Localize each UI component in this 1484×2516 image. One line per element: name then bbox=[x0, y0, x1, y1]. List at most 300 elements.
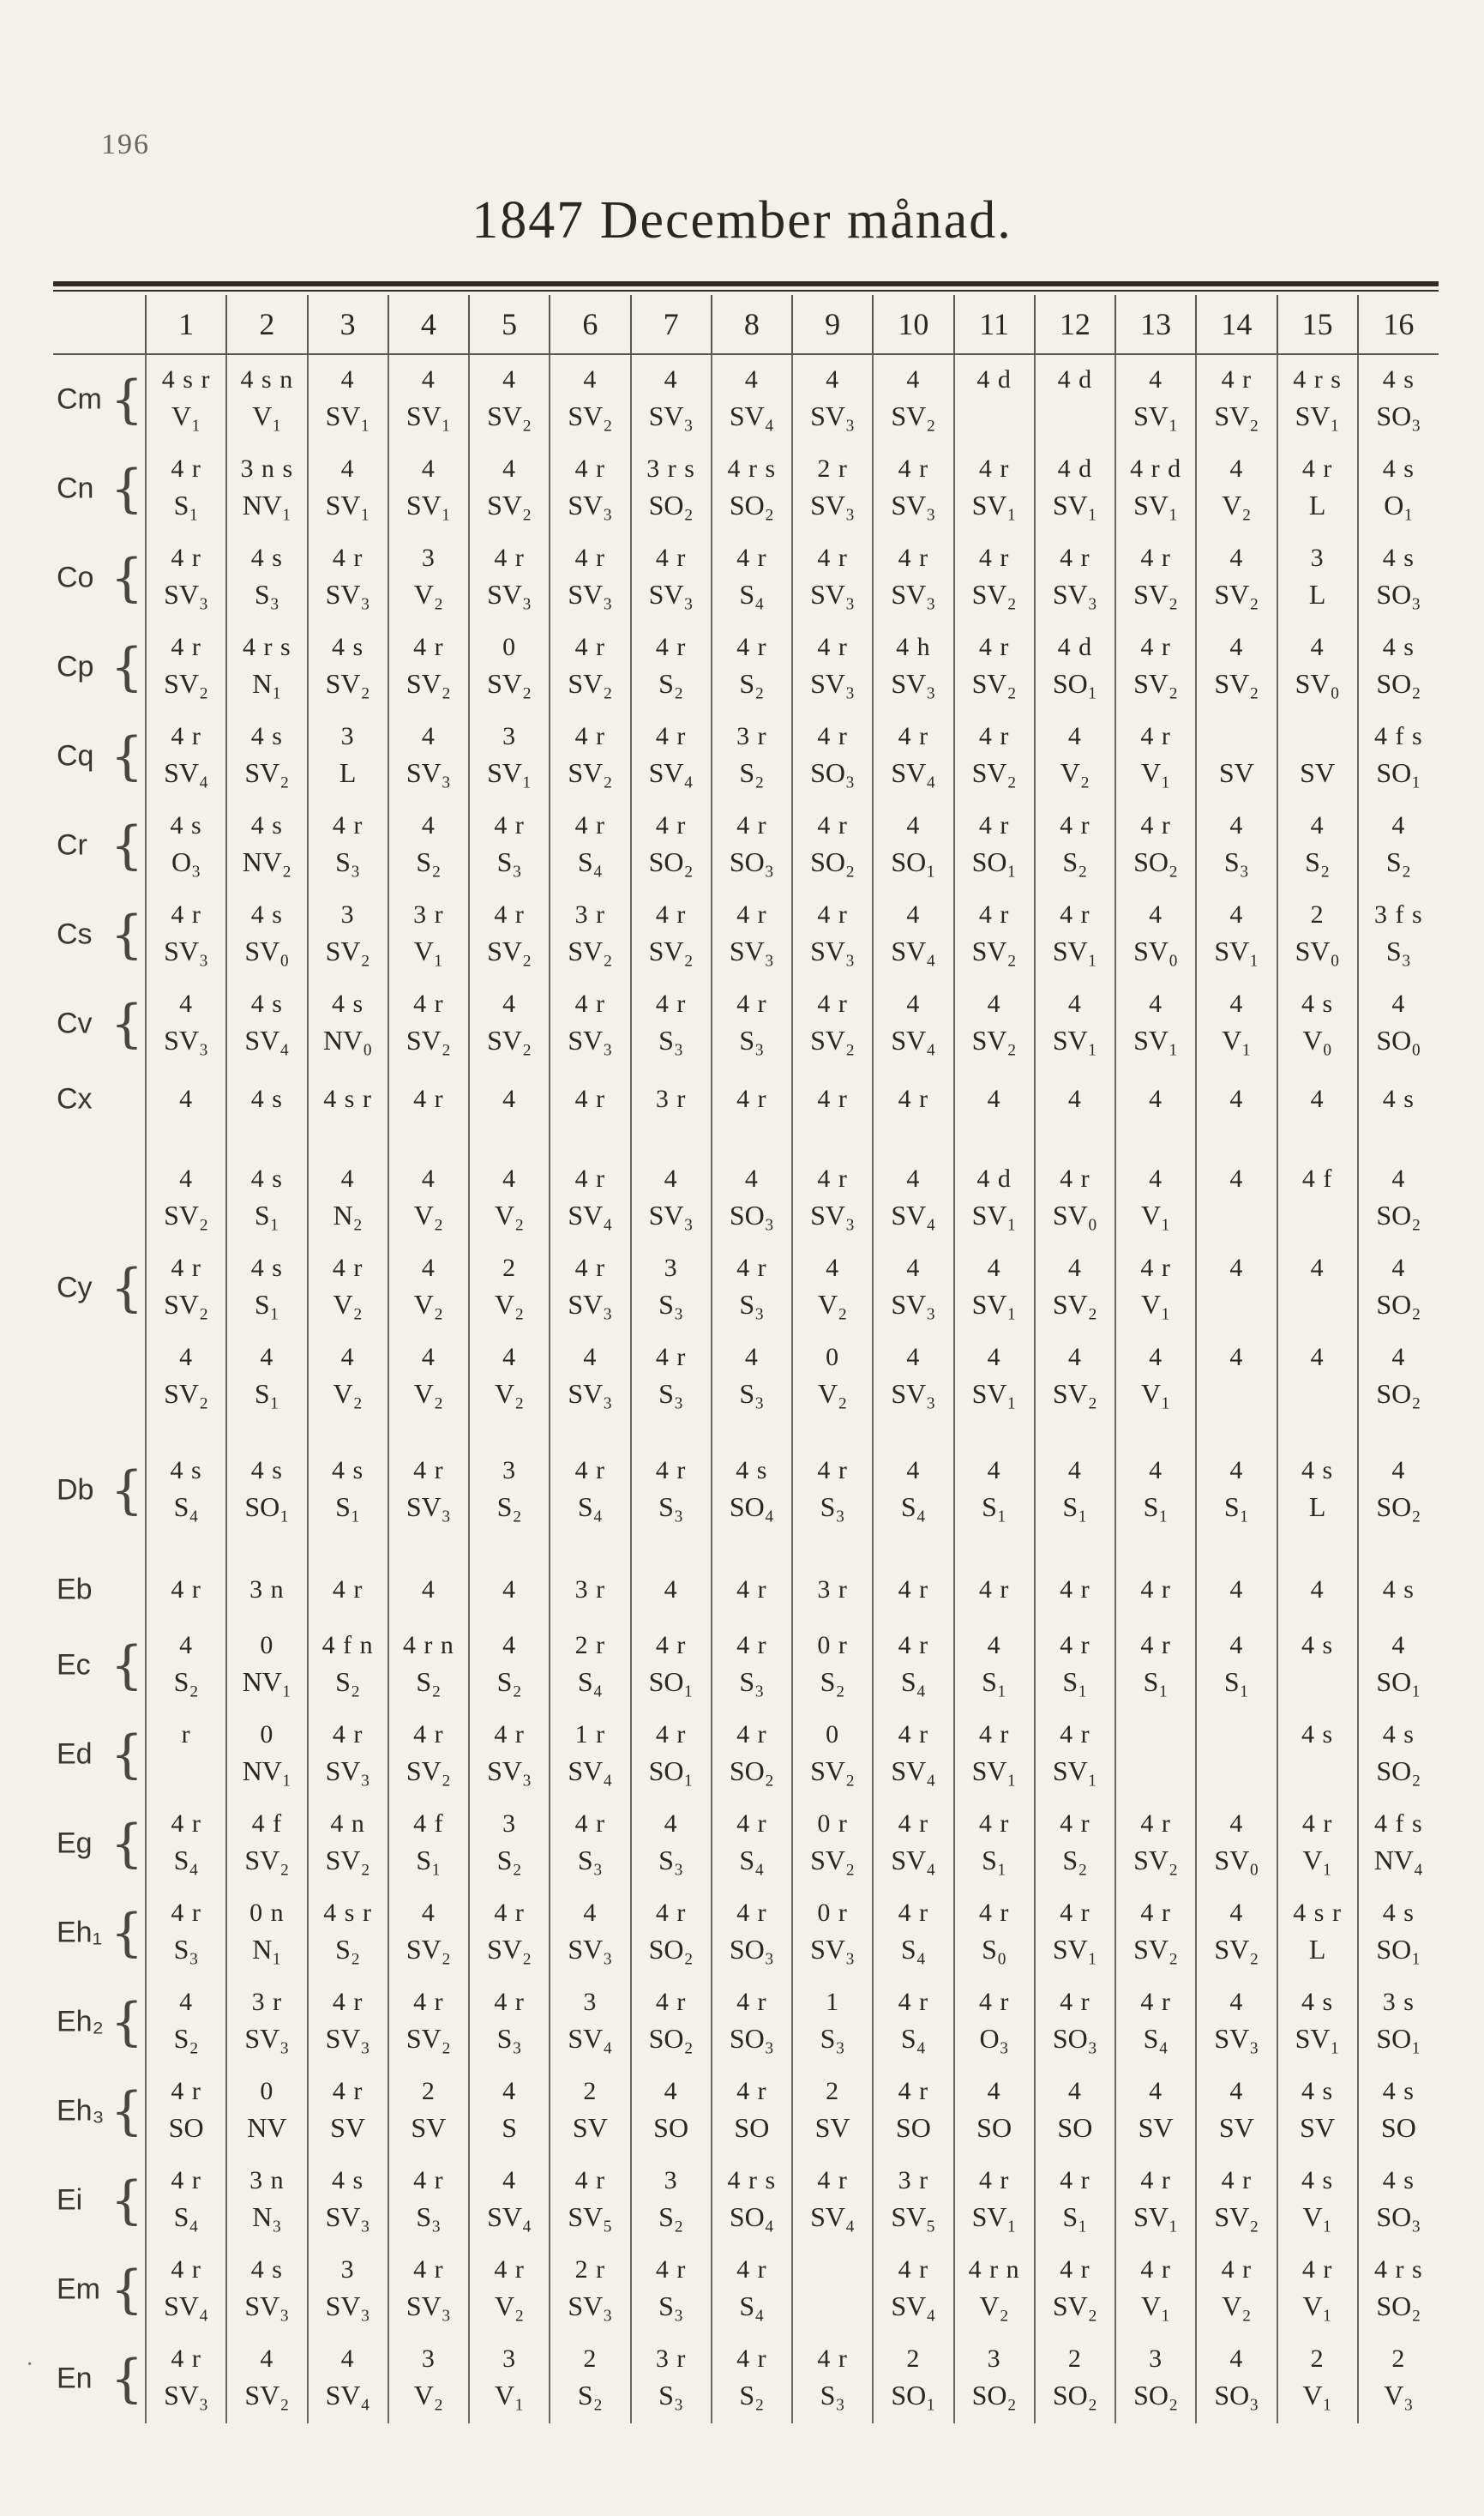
observation-cell bbox=[1196, 1154, 1277, 1243]
cell-content bbox=[147, 1559, 225, 1621]
observation-cell bbox=[146, 1068, 226, 1130]
cell-content bbox=[1036, 2067, 1115, 2156]
cell-content bbox=[1359, 2067, 1439, 2156]
observation-cell bbox=[712, 2245, 792, 2334]
observation-cell bbox=[954, 1333, 1035, 1422]
wind-direction: O₃ bbox=[979, 2023, 1009, 2054]
observation-cell bbox=[469, 1333, 550, 1422]
cell-content bbox=[550, 1710, 629, 1799]
spacer-cell bbox=[1115, 1422, 1196, 1446]
cloud-amount: 4 s bbox=[332, 2166, 364, 2194]
wind-direction: SV₂ bbox=[1214, 668, 1259, 699]
spacer-cell bbox=[308, 1422, 388, 1446]
cloud-amount: 4 r bbox=[171, 2255, 201, 2284]
cell-content bbox=[1197, 444, 1276, 533]
cloud-amount: 3 n bbox=[249, 2166, 285, 2194]
cloud-amount: 4 r bbox=[171, 1575, 201, 1604]
cell-content bbox=[1036, 1333, 1115, 1422]
observation-cell bbox=[226, 2245, 307, 2334]
cloud-amount: 4 bbox=[987, 1631, 1001, 1659]
cell-content bbox=[1197, 1977, 1276, 2067]
wind-direction: S₂ bbox=[1062, 1845, 1088, 1875]
wind-direction: V₂ bbox=[333, 1378, 363, 1409]
observation-cell bbox=[469, 979, 550, 1068]
wind-direction: SO₃ bbox=[810, 757, 856, 788]
cloud-amount: 4 r bbox=[736, 1254, 767, 1282]
observation-cell bbox=[226, 1621, 307, 1710]
cell-content bbox=[632, 1446, 711, 1535]
cloud-amount: 4 bbox=[906, 1343, 921, 1371]
cell-content bbox=[1278, 355, 1357, 444]
cell-content bbox=[955, 2245, 1034, 2334]
wind-direction: SV₂ bbox=[810, 1755, 856, 1786]
observation-cell bbox=[1358, 1799, 1439, 1888]
spacer-cell bbox=[308, 1535, 388, 1559]
observation-cell bbox=[873, 1243, 953, 1333]
cell-content bbox=[227, 979, 306, 1068]
observation-cell bbox=[873, 2334, 953, 2423]
observation-cell bbox=[550, 623, 630, 712]
wind-direction: SO₃ bbox=[729, 846, 774, 877]
wind-direction: SV₄ bbox=[729, 400, 774, 431]
wind-direction: SV₃ bbox=[164, 579, 209, 610]
cell-content bbox=[712, 712, 791, 801]
cloud-amount: 4 r bbox=[655, 811, 687, 840]
wind-direction: SO₂ bbox=[729, 490, 774, 521]
wind-direction: S₄ bbox=[577, 1491, 603, 1522]
wind-direction: S₃ bbox=[658, 1289, 684, 1320]
observation-cell bbox=[712, 354, 792, 444]
wind-direction: NV₁ bbox=[242, 1666, 292, 1697]
cell-content bbox=[389, 2334, 468, 2423]
cell-content bbox=[1036, 1888, 1115, 1977]
cell-content bbox=[1359, 979, 1439, 1068]
wind-direction: SV₃ bbox=[325, 1755, 370, 1786]
cell-content bbox=[955, 1799, 1034, 1888]
brace-mark: { bbox=[110, 2349, 143, 2409]
observation-cell bbox=[792, 1977, 873, 2067]
cell-content bbox=[147, 1621, 225, 1710]
brace-mark: { bbox=[110, 1903, 143, 1963]
cloud-amount: 4 bbox=[664, 1165, 678, 1193]
cell-content bbox=[712, 1799, 791, 1888]
cell-content bbox=[1359, 1559, 1439, 1621]
cell-content bbox=[874, 1559, 952, 1621]
observation-cell bbox=[1358, 1621, 1439, 1710]
row-label-cell bbox=[53, 2067, 146, 2156]
observation-cell bbox=[1196, 979, 1277, 1068]
spacer-cell bbox=[1358, 1130, 1439, 1154]
cell-content bbox=[1359, 2334, 1439, 2423]
row-label: Cm bbox=[57, 382, 102, 416]
wind-direction: SO₁ bbox=[891, 2380, 936, 2411]
cell-content bbox=[550, 1621, 629, 1710]
cell-content bbox=[227, 2334, 306, 2423]
cloud-amount: 3 bbox=[340, 900, 355, 929]
cell-content bbox=[1359, 1710, 1439, 1799]
spacer-cell bbox=[712, 1535, 792, 1559]
cloud-amount: 4 r bbox=[817, 1085, 848, 1113]
wind-direction: SV bbox=[1300, 757, 1336, 788]
cloud-amount: 4 r bbox=[736, 1720, 767, 1749]
cloud-amount: 2 bbox=[1391, 2344, 1406, 2373]
cell-content bbox=[309, 1977, 388, 2067]
wind-direction: SO bbox=[653, 2112, 689, 2143]
cell-content bbox=[632, 2334, 711, 2423]
observation-cell bbox=[1115, 712, 1196, 801]
cell-content bbox=[389, 1333, 468, 1422]
observation-cell bbox=[469, 1710, 550, 1799]
wind-direction: V₁ bbox=[1140, 1200, 1171, 1231]
cloud-amount: 4 bbox=[826, 1254, 840, 1282]
cloud-amount: 0 bbox=[260, 1720, 274, 1749]
observation-cell bbox=[146, 890, 226, 979]
observation-cell bbox=[873, 2245, 953, 2334]
cloud-amount: 4 s bbox=[1382, 633, 1415, 661]
cloud-amount: 4 bbox=[1391, 990, 1406, 1018]
cell-content bbox=[793, 979, 872, 1068]
observation-cell bbox=[792, 1333, 873, 1422]
cloud-amount: 4 bbox=[1310, 633, 1325, 661]
wind-direction: SV₂ bbox=[1133, 668, 1179, 699]
cloud-amount: 4 s bbox=[1382, 1575, 1415, 1604]
cloud-amount: 4 s bbox=[1382, 454, 1415, 483]
row-label-cell bbox=[53, 1888, 146, 1977]
cell-content bbox=[227, 1710, 306, 1799]
cell-content bbox=[389, 1888, 468, 1977]
cloud-amount: 3 r bbox=[655, 1085, 687, 1113]
cloud-amount: 4 s bbox=[332, 990, 364, 1018]
cloud-amount: 4 bbox=[1391, 1165, 1406, 1193]
table-row bbox=[53, 2334, 1439, 2423]
cloud-amount: r bbox=[181, 1720, 191, 1749]
wind-direction: SO₄ bbox=[729, 1491, 774, 1522]
cloud-amount: 4 bbox=[826, 365, 840, 394]
cloud-amount: 2 bbox=[583, 2344, 598, 2373]
cloud-amount: 4 r bbox=[817, 633, 848, 661]
wind-direction: V₂ bbox=[1222, 2290, 1252, 2321]
cloud-amount: 4 bbox=[340, 1343, 355, 1371]
cloud-amount: 4 r s bbox=[727, 454, 777, 483]
cloud-amount: 4 bbox=[744, 1165, 759, 1193]
wind-direction: SO₁ bbox=[971, 846, 1017, 877]
cell-content bbox=[147, 2245, 225, 2334]
cloud-amount: 4 r bbox=[1060, 900, 1090, 929]
observation-cell bbox=[550, 2334, 630, 2423]
cell-content bbox=[1036, 2156, 1115, 2245]
cloud-amount: 4 r bbox=[332, 1720, 363, 1749]
cell-content bbox=[147, 1154, 225, 1243]
cell-content bbox=[1359, 890, 1439, 979]
observation-cell bbox=[308, 801, 388, 890]
observation-cell bbox=[873, 1621, 953, 1710]
wind-direction: SV₃ bbox=[648, 1200, 694, 1231]
cloud-amount: 3 n bbox=[249, 1575, 285, 1604]
observation-table bbox=[53, 295, 1439, 2423]
spacer-cell bbox=[1196, 1130, 1277, 1154]
day-header: 4 bbox=[388, 295, 469, 354]
wind-direction: V₁ bbox=[1302, 2380, 1332, 2411]
cloud-amount: 4 r bbox=[1301, 1809, 1333, 1838]
wind-direction: V₁ bbox=[171, 400, 201, 431]
cloud-amount: 4 r bbox=[655, 1631, 687, 1659]
wind-direction: SO₁ bbox=[1052, 668, 1097, 699]
wind-direction: SO₁ bbox=[244, 1491, 290, 1522]
wind-direction: S bbox=[502, 2112, 518, 2143]
spacer-cell bbox=[146, 1535, 226, 1559]
wind-direction: SV₂ bbox=[487, 490, 532, 521]
observation-cell bbox=[1358, 533, 1439, 623]
observation-cell bbox=[469, 712, 550, 801]
observation-cell bbox=[792, 712, 873, 801]
cell-content bbox=[793, 1710, 872, 1799]
wind-direction: SV₂ bbox=[164, 1289, 209, 1320]
cloud-amount: 4 r bbox=[494, 1720, 525, 1749]
cloud-amount: 4 r bbox=[1140, 633, 1171, 661]
wind-direction: S₂ bbox=[658, 2201, 684, 2232]
cell-content bbox=[470, 1154, 549, 1243]
cell-content bbox=[470, 444, 549, 533]
observation-cell bbox=[792, 979, 873, 1068]
row-label: Db bbox=[57, 1473, 94, 1507]
cell-content bbox=[147, 2334, 225, 2423]
wind-direction: S₄ bbox=[173, 1845, 199, 1875]
brace-mark: { bbox=[110, 1460, 143, 1520]
cell-content bbox=[1116, 1710, 1195, 1799]
observation-cell bbox=[146, 712, 226, 801]
observation-cell bbox=[1115, 2156, 1196, 2245]
observation-cell bbox=[1196, 623, 1277, 712]
wind-direction: SO₁ bbox=[891, 846, 936, 877]
cell-content bbox=[1036, 444, 1115, 533]
cell-content bbox=[1197, 2156, 1276, 2245]
spacer-cell bbox=[1196, 1535, 1277, 1559]
observation-cell bbox=[631, 1068, 712, 1130]
observation-cell bbox=[146, 1333, 226, 1422]
wind-direction: S₄ bbox=[577, 1666, 603, 1697]
observation-cell bbox=[146, 2245, 226, 2334]
row-label-cell bbox=[53, 1243, 146, 1333]
observation-cell bbox=[712, 1243, 792, 1333]
cloud-amount: 4 r bbox=[978, 1988, 1010, 2016]
observation-cell bbox=[712, 533, 792, 623]
cloud-amount: 4 r bbox=[332, 1575, 363, 1604]
cloud-amount: 4 r bbox=[817, 900, 848, 929]
wind-direction: SO₃ bbox=[1376, 2201, 1421, 2232]
cell-content bbox=[632, 712, 711, 801]
cell-content bbox=[712, 1888, 791, 1977]
wind-direction: SV₂ bbox=[648, 936, 694, 966]
observation-cell bbox=[954, 1977, 1035, 2067]
wind-direction bbox=[1278, 1195, 1357, 1235]
cloud-amount: 3 bbox=[502, 1809, 517, 1838]
observation-cell bbox=[1115, 1243, 1196, 1333]
wind-direction: SO₂ bbox=[1133, 846, 1179, 877]
observation-cell bbox=[1035, 712, 1115, 801]
observation-cell bbox=[1277, 623, 1358, 712]
observation-cell bbox=[388, 623, 469, 712]
cloud-amount: 4 r bbox=[736, 633, 767, 661]
wind-direction: SO bbox=[1057, 2112, 1093, 2143]
observation-cell bbox=[226, 1243, 307, 1333]
observation-cell bbox=[1115, 533, 1196, 623]
wind-direction: SO bbox=[734, 2112, 770, 2143]
wind-direction: SV₂ bbox=[1214, 1934, 1259, 1965]
cell-content bbox=[1278, 1068, 1357, 1130]
wind-direction: V₂ bbox=[494, 1378, 525, 1409]
cell-content bbox=[1197, 2067, 1276, 2156]
wind-direction: SV₃ bbox=[487, 579, 532, 610]
cell-content bbox=[227, 1888, 306, 1977]
cell-content bbox=[147, 1068, 225, 1130]
day-header: 15 bbox=[1277, 295, 1358, 354]
observation-cell bbox=[226, 444, 307, 533]
cell-content bbox=[1278, 979, 1357, 1068]
wind-direction: SV₂ bbox=[487, 668, 532, 699]
cell-content bbox=[1116, 623, 1195, 712]
cell-content bbox=[1036, 1068, 1115, 1130]
observation-cell bbox=[631, 2156, 712, 2245]
cloud-amount: 4 bbox=[906, 1456, 921, 1484]
cell-content bbox=[309, 801, 388, 890]
observation-cell bbox=[469, 2067, 550, 2156]
wind-direction: S₃ bbox=[254, 579, 279, 610]
observation-cell bbox=[308, 1888, 388, 1977]
cloud-amount: 4 s r bbox=[161, 365, 211, 394]
cell-content bbox=[874, 1888, 952, 1977]
cloud-amount: 3 bbox=[1310, 544, 1325, 572]
cloud-amount: 4 s bbox=[250, 2255, 283, 2284]
observation-cell bbox=[873, 1154, 953, 1243]
row-label-cell bbox=[53, 1333, 146, 1422]
observation-cell bbox=[226, 801, 307, 890]
wind-direction: SV₂ bbox=[244, 1845, 290, 1875]
table-row bbox=[53, 1446, 1439, 1535]
cell-content bbox=[632, 890, 711, 979]
wind-direction: V₁ bbox=[1140, 2290, 1171, 2321]
observation-cell bbox=[308, 712, 388, 801]
row-label-cell bbox=[53, 1710, 146, 1799]
cell-content bbox=[1116, 355, 1195, 444]
cell-content bbox=[632, 1888, 711, 1977]
cloud-amount bbox=[793, 2250, 872, 2286]
cloud-amount: 4 s bbox=[332, 1456, 364, 1484]
observation-cell bbox=[792, 1559, 873, 1621]
cloud-amount: 4 r bbox=[1060, 2255, 1090, 2284]
wind-direction: L bbox=[1308, 1934, 1326, 1965]
cloud-amount: 4 bbox=[906, 811, 921, 840]
cell-content bbox=[309, 623, 388, 712]
wind-direction bbox=[147, 1751, 225, 1791]
cloud-amount: 4 h bbox=[896, 633, 931, 661]
cell-content bbox=[874, 533, 952, 623]
spacer-row bbox=[53, 1535, 1439, 1559]
observation-cell bbox=[873, 2156, 953, 2245]
cell-content bbox=[1278, 1977, 1357, 2067]
observation-cell bbox=[712, 712, 792, 801]
wind-direction: V₂ bbox=[413, 1289, 443, 1320]
observation-cell bbox=[1277, 1068, 1358, 1130]
observation-cell bbox=[1196, 444, 1277, 533]
row-label-cell bbox=[53, 1559, 146, 1621]
cloud-amount: 4 bbox=[1391, 1343, 1406, 1371]
cell-content bbox=[1036, 1559, 1115, 1621]
cloud-amount: 4 r bbox=[171, 1809, 201, 1838]
table-row bbox=[53, 979, 1439, 1068]
cell-content bbox=[874, 2334, 952, 2423]
wind-direction: SV₃ bbox=[568, 2290, 613, 2321]
cloud-amount: 4 r bbox=[1140, 544, 1171, 572]
cloud-amount: 2 bbox=[583, 2077, 598, 2105]
cell-content bbox=[147, 712, 225, 801]
row-label-cell bbox=[53, 444, 146, 533]
cell-content bbox=[955, 1068, 1034, 1130]
cell-content bbox=[1197, 2334, 1276, 2423]
cell-content bbox=[712, 1154, 791, 1243]
cell-content bbox=[470, 1621, 549, 1710]
observation-cell bbox=[1358, 801, 1439, 890]
cell-content bbox=[712, 1243, 791, 1333]
observation-cell bbox=[226, 354, 307, 444]
day-header: 12 bbox=[1035, 295, 1115, 354]
wind-direction: S₃ bbox=[739, 1378, 765, 1409]
cloud-amount: 4 r bbox=[978, 1809, 1010, 1838]
wind-direction: S₃ bbox=[335, 846, 361, 877]
observation-cell bbox=[792, 1068, 873, 1130]
cell-content bbox=[309, 2156, 388, 2245]
cell-content bbox=[793, 623, 872, 712]
cloud-amount: 4 bbox=[583, 365, 598, 394]
observation-cell bbox=[388, 2156, 469, 2245]
cloud-amount: 4 r bbox=[736, 1988, 767, 2016]
cloud-amount: 4 r bbox=[655, 1899, 687, 1927]
observation-cell bbox=[550, 1559, 630, 1621]
cell-content bbox=[1278, 801, 1357, 890]
spacer-cell bbox=[1035, 1422, 1115, 1446]
cell-content bbox=[632, 623, 711, 712]
cell-content bbox=[632, 1243, 711, 1333]
observation-cell bbox=[1196, 1621, 1277, 1710]
observation-cell bbox=[792, 1154, 873, 1243]
observation-cell bbox=[1196, 1243, 1277, 1333]
wind-direction: SV₄ bbox=[164, 2290, 209, 2321]
cloud-amount: 3 s bbox=[1382, 1988, 1415, 2016]
cell-content bbox=[470, 1446, 549, 1535]
wind-direction: V₂ bbox=[817, 1378, 848, 1409]
wind-direction: S₂ bbox=[173, 1666, 199, 1697]
cloud-amount: 4 bbox=[583, 1343, 598, 1371]
cloud-amount bbox=[1197, 1715, 1276, 1751]
cloud-amount: 4 s bbox=[250, 1165, 283, 1193]
cell-content bbox=[389, 1154, 468, 1243]
row-label: Eh₁ bbox=[57, 1916, 103, 1949]
cloud-amount: 3 bbox=[340, 722, 355, 750]
wind-direction: SV₂ bbox=[1214, 579, 1259, 610]
day-header: 2 bbox=[226, 295, 307, 354]
observation-cell bbox=[712, 1446, 792, 1535]
observation-cell bbox=[308, 623, 388, 712]
observation-cell bbox=[631, 354, 712, 444]
cell-content bbox=[1197, 1888, 1276, 1977]
cloud-amount: 4 bbox=[1067, 1343, 1082, 1371]
observation-cell bbox=[469, 1977, 550, 2067]
cell-content bbox=[550, 1333, 629, 1422]
spacer-cell bbox=[388, 1130, 469, 1154]
row-label: Cn bbox=[57, 472, 94, 505]
cloud-amount: 4 r bbox=[1140, 1988, 1171, 2016]
observation-cell bbox=[1358, 1154, 1439, 1243]
cloud-amount: 4 r bbox=[1221, 365, 1253, 394]
